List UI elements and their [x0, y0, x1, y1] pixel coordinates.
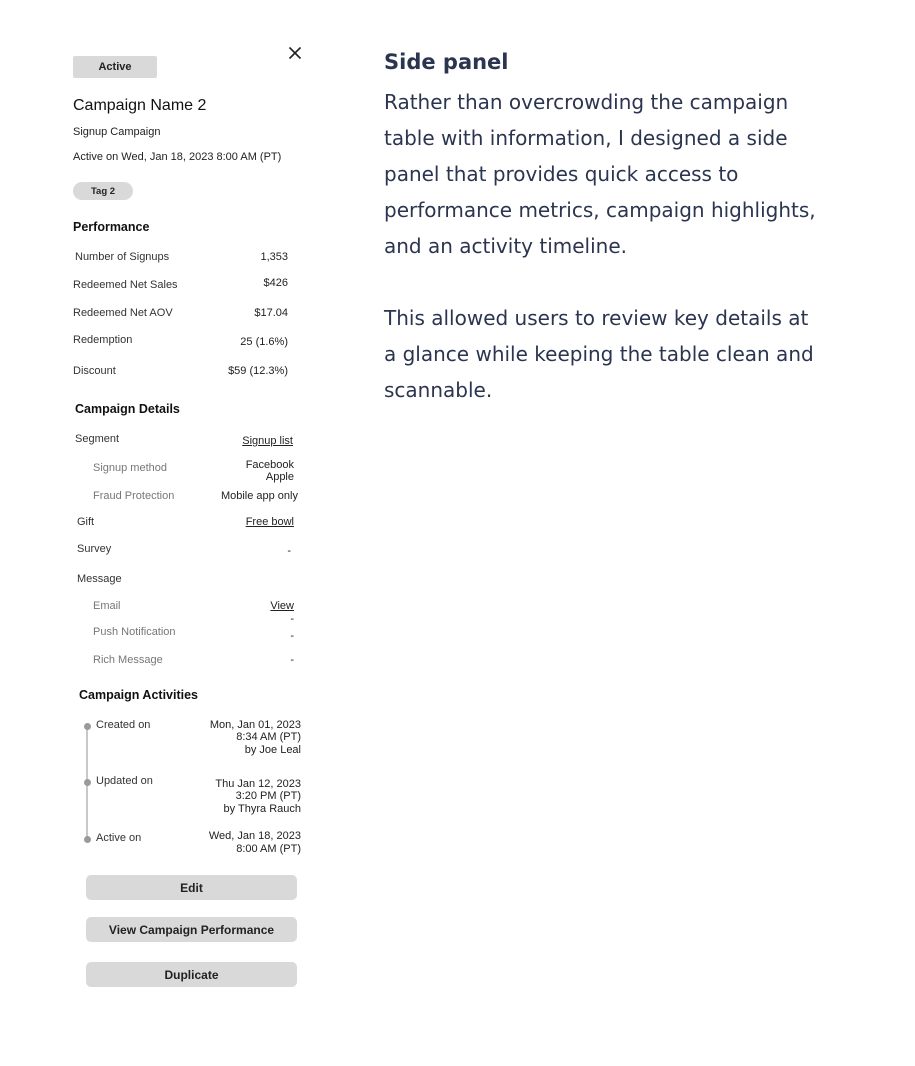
segment-label: Segment: [75, 433, 120, 445]
edit-button[interactable]: Edit: [86, 875, 297, 900]
created-label: Created on: [96, 719, 151, 731]
details-heading: Campaign Details: [75, 402, 180, 416]
active-time: 8:00 AM (PT): [236, 843, 301, 855]
fraud-protection-label: Fraud Protection: [93, 490, 175, 502]
push-notification-label: Push Notification: [93, 626, 176, 638]
redemption-label: Redemption: [73, 334, 133, 346]
discount-value: $59 (12.3%): [228, 365, 288, 377]
discount-label: Discount: [73, 365, 116, 377]
active-date: Wed, Jan 18, 2023: [208, 830, 301, 842]
duplicate-button[interactable]: Duplicate: [86, 962, 297, 987]
activities-heading: Campaign Activities: [79, 688, 199, 702]
net-sales-value: $426: [263, 277, 288, 289]
signups-label: Number of Signups: [75, 251, 170, 263]
email-view-link[interactable]: View: [270, 600, 294, 612]
push-notification-value: -: [290, 630, 294, 642]
signup-method-value-1: Facebook: [245, 459, 294, 471]
view-campaign-performance-button[interactable]: View Campaign Performance: [86, 917, 297, 942]
fraud-protection-value: Mobile app only: [220, 490, 298, 502]
updated-by: by Thyra Rauch: [223, 803, 301, 815]
updated-time: 3:20 PM (PT): [235, 790, 301, 802]
signups-value: 1,353: [260, 251, 288, 263]
description-paragraph-2: This allowed users to review key details at a glance while keeping the table clean and scannable.: [384, 306, 814, 402]
timeline-dot: [84, 836, 91, 843]
tag-chip[interactable]: Tag 2: [73, 182, 133, 200]
description-title: Side panel: [384, 50, 509, 74]
status-badge: Active: [73, 56, 157, 78]
updated-label: Updated on: [96, 775, 153, 787]
gift-label: Gift: [77, 516, 95, 528]
segment-link[interactable]: Signup list: [242, 435, 293, 447]
created-date: Mon, Jan 01, 2023: [209, 719, 301, 731]
rich-message-value: -: [290, 654, 294, 666]
timeline-dot: [84, 723, 91, 730]
created-by: by Joe Leal: [244, 744, 301, 756]
email-label: Email: [93, 600, 121, 612]
message-label: Message: [77, 573, 122, 585]
gift-link[interactable]: Free bowl: [245, 516, 294, 528]
redemption-value: 25 (1.6%): [240, 336, 288, 348]
performance-heading: Performance: [73, 220, 150, 234]
net-aov-label: Redeemed Net AOV: [73, 307, 173, 319]
net-sales-label: Redeemed Net Sales: [73, 279, 178, 291]
created-time: 8:34 AM (PT): [236, 731, 301, 743]
survey-value: -: [287, 545, 291, 557]
updated-date: Thu Jan 12, 2023: [215, 778, 301, 790]
campaign-type: Signup Campaign: [73, 126, 161, 138]
close-icon[interactable]: [286, 44, 304, 62]
email-value-dash: -: [290, 613, 294, 625]
active-label: Active on: [96, 832, 142, 844]
active-since: Active on Wed, Jan 18, 2023 8:00 AM (PT): [73, 151, 282, 163]
rich-message-label: Rich Message: [93, 654, 163, 666]
survey-label: Survey: [77, 543, 112, 555]
signup-method-value-2: Apple: [265, 471, 294, 483]
timeline-dot: [84, 779, 91, 786]
campaign-name: Campaign Name 2: [73, 97, 207, 114]
description-paragraph-1: Rather than overcrowding the campaign table with information, I designed a side panel that provides quick access to performance metrics, campaign highlights, and an activity timeline.: [384, 90, 816, 258]
net-aov-value: $17.04: [254, 307, 288, 319]
signup-method-label: Signup method: [93, 462, 167, 474]
